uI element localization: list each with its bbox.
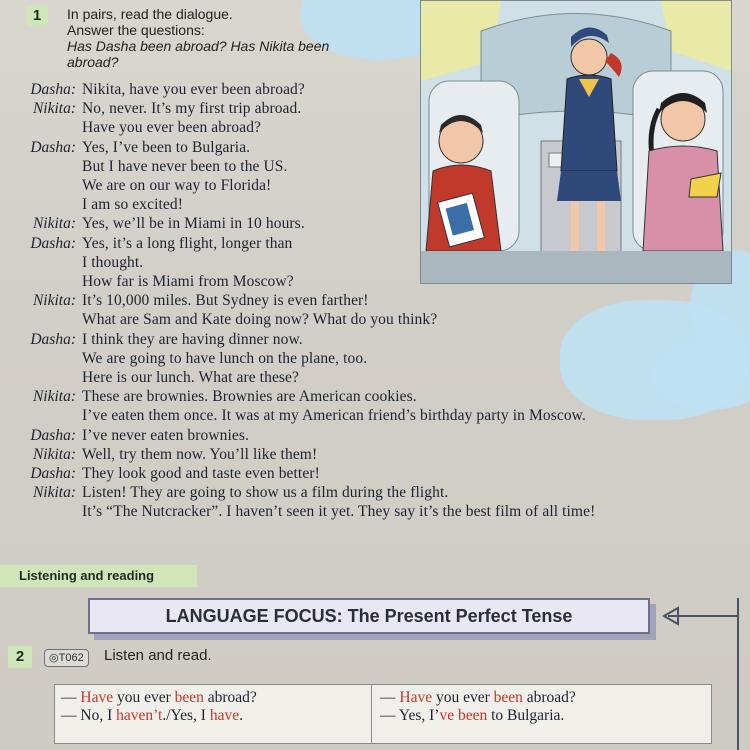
dialogue-line: I think they are having dinner now. — [82, 330, 303, 348]
highlighted-verb: haven’t — [116, 707, 163, 724]
example-sentence — [61, 689, 257, 707]
highlighted-verb: Have — [399, 689, 433, 706]
example-sentence — [61, 707, 243, 725]
instruction-line: In pairs, read the dialogue. — [67, 6, 233, 22]
dialogue-line: Have you ever been abroad? — [82, 119, 262, 137]
example-text: No, I — [80, 707, 117, 724]
example-text: abroad? — [203, 689, 257, 706]
exercise-number: 1 — [26, 6, 48, 26]
dialogue-line: It’s 10,000 miles. But Sydney is even farther! — [82, 292, 369, 310]
dialogue-line: Here is our lunch. What are these? — [82, 369, 300, 386]
example-column-left — [55, 685, 371, 743]
speaker-name: Dasha: — [30, 81, 76, 98]
highlighted-verb: have — [209, 707, 240, 724]
audio-disc-icon: ◎ — [49, 652, 59, 664]
example-text: Yes, I’ — [398, 707, 440, 724]
dialogue-line: No, never. It’s my first trip abroad. — [82, 100, 302, 118]
exercise-instruction: Listen and read. — [104, 647, 212, 664]
example-text: ./Yes, I — [162, 707, 210, 724]
dialogue-line: Yes, we’ll be in Miami in 10 hours. — [82, 215, 305, 233]
example-table — [54, 684, 712, 744]
exercise-number: 2 — [8, 646, 32, 668]
example-text: you ever — [432, 689, 494, 706]
language-focus-title: LANGUAGE FOCUS: The Present Perfect Tense — [88, 598, 650, 634]
speaker-name: Nikita: — [32, 100, 76, 118]
dialogue-line: I’ve eaten them once. It was at my American friend’s birthday party in Moscow. — [82, 407, 586, 425]
exercise-instruction — [67, 6, 367, 70]
dialogue-line: Nikita, have you ever been abroad? — [82, 81, 305, 98]
example-dash: — — [61, 707, 81, 724]
example-dash: — — [380, 707, 399, 724]
dialogue-line: They look good and taste even better! — [82, 465, 320, 482]
dialogue-line: But I have never been to the US. — [82, 157, 288, 175]
speaker-name: Nikita: — [32, 215, 76, 233]
airplane-cabin-illustration — [420, 0, 732, 284]
dialogue-line: I’ve never eaten brownies. — [82, 426, 249, 444]
dialogue-line: What are Sam and Kate doing now? What do you think? — [82, 311, 438, 329]
example-dash: — — [380, 689, 400, 706]
dialogue-line: We are going to have lunch on the plane, too. — [82, 349, 368, 367]
example-sentence — [380, 689, 576, 707]
highlighted-verb: been — [174, 689, 204, 706]
speaker-name: Dasha: — [30, 138, 76, 156]
section-tag: Listening and reading — [0, 565, 197, 587]
audio-track-badge[interactable] — [44, 649, 89, 667]
highlighted-verb: ve been — [439, 707, 488, 724]
example-sentence — [380, 707, 564, 725]
audio-track-code: T062 — [58, 652, 84, 664]
example-text: . — [239, 707, 243, 724]
example-text: you — [113, 689, 145, 706]
dialogue-line: Listen! They are going to show us a film during the flight. — [82, 484, 449, 502]
speaker-name: Dasha: — [30, 426, 76, 444]
dialogue-line: I am so excited! — [82, 196, 184, 214]
example-dash: — — [61, 689, 81, 706]
speaker-name: Dasha: — [30, 234, 76, 252]
speaker-name: Nikita: — [32, 484, 76, 502]
dialogue-line: Yes, it’s a long flight, longer than — [82, 234, 293, 252]
example-text: to Bulgaria. — [487, 707, 565, 724]
speaker-name: Nikita: — [32, 292, 76, 310]
dialogue-line: How far is Miami from Moscow? — [82, 273, 294, 290]
example-column-right — [371, 685, 712, 743]
dialogue-line: Well, try them now. You’ll like them! — [82, 445, 318, 463]
example-text: ever — [144, 689, 171, 706]
dialogue-line: I thought. — [82, 253, 144, 271]
instruction-line: Answer the questions: — [67, 22, 205, 38]
dialogue-line: Yes, I’ve been to Bulgaria. — [82, 138, 251, 156]
speaker-name: Dasha: — [30, 465, 76, 482]
speaker-name: Dasha: — [30, 330, 76, 348]
speaker-name: Nikita: — [32, 388, 76, 406]
question-line: Has Dasha been abroad? Has Nikita been — [67, 38, 330, 54]
dialogue-line: These are brownies. Brownies are American cookies. — [82, 388, 417, 406]
dialogue-line: It’s “The Nutcracker”. I haven’t seen it yet. They say it’s the best film of all time! — [82, 503, 596, 521]
highlighted-verb: Have — [80, 689, 114, 706]
example-text: abroad? — [522, 689, 576, 706]
speaker-name: Nikita: — [32, 445, 76, 463]
dialogue-line: We are on our way to Florida! — [82, 177, 272, 194]
highlighted-verb: been — [493, 689, 523, 706]
question-line: abroad? — [67, 54, 119, 70]
